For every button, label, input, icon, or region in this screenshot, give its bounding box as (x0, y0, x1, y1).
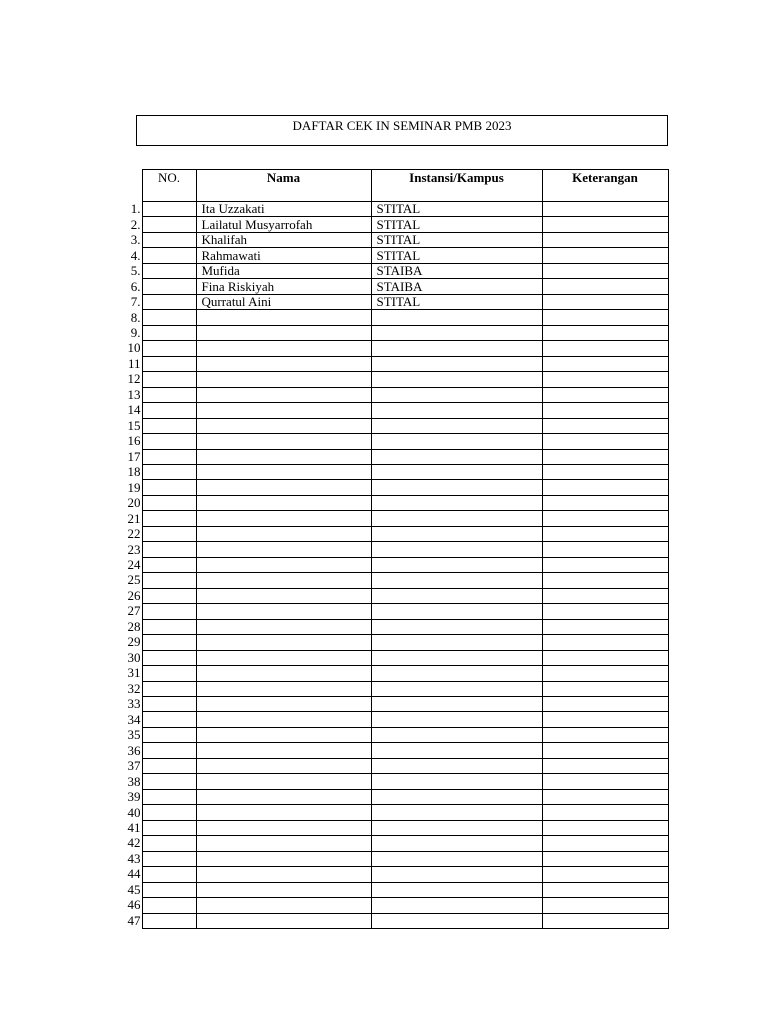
cell-no (142, 697, 196, 712)
cell-nama (196, 403, 371, 418)
row-number: 6. (130, 278, 141, 294)
row-number: 35 (127, 727, 141, 743)
cell-nama (196, 449, 371, 464)
cell-no (142, 232, 196, 247)
cell-nama (196, 882, 371, 897)
cell-keterangan (542, 372, 668, 387)
row-number: 10 (127, 340, 141, 356)
cell-keterangan (542, 511, 668, 526)
row-number-header-spacer (118, 170, 142, 202)
row-number: 9. (130, 325, 141, 340)
cell-instansi (371, 557, 542, 572)
cell-no (142, 820, 196, 835)
row-number: 13 (127, 387, 141, 402)
cell-keterangan (542, 294, 668, 309)
cell-no (142, 294, 196, 309)
table-row (118, 619, 668, 634)
table-row (118, 387, 668, 402)
row-number: 43 (127, 851, 141, 866)
table-row (118, 356, 668, 371)
cell-keterangan (542, 325, 668, 340)
cell-no (142, 511, 196, 526)
cell-instansi (371, 789, 542, 804)
cell-keterangan (542, 387, 668, 402)
cell-instansi (371, 697, 542, 712)
row-number: 37 (127, 758, 141, 774)
row-number: 39 (127, 789, 141, 805)
cell-instansi (371, 774, 542, 789)
table-row (118, 526, 668, 541)
row-number: 45 (127, 882, 141, 897)
cell-no (142, 310, 196, 325)
cell-instansi (371, 898, 542, 913)
table-row (118, 341, 668, 356)
cell-keterangan (542, 805, 668, 820)
row-number: 27 (127, 603, 141, 619)
cell-keterangan (542, 202, 668, 217)
cell-instansi (371, 743, 542, 758)
checkin-table (118, 169, 669, 929)
cell-keterangan (542, 464, 668, 479)
row-number: 36 (127, 742, 141, 758)
cell-keterangan (542, 232, 668, 247)
table-row (118, 650, 668, 665)
cell-keterangan (542, 248, 668, 263)
row-number: 24 (127, 557, 141, 573)
cell-nama (196, 789, 371, 804)
table-row (118, 573, 668, 588)
cell-instansi: STITAL (371, 217, 542, 232)
row-number: 19 (127, 479, 141, 495)
row-number: 20 (127, 495, 141, 511)
cell-keterangan (542, 882, 668, 897)
cell-instansi (371, 341, 542, 356)
table-row (118, 913, 668, 928)
cell-no (142, 248, 196, 263)
cell-keterangan (542, 526, 668, 541)
table-row (118, 372, 668, 387)
row-number: 33 (127, 696, 141, 712)
cell-no (142, 263, 196, 278)
cell-instansi (371, 882, 542, 897)
cell-no (142, 495, 196, 510)
table-row (118, 403, 668, 418)
cell-nama (196, 356, 371, 371)
cell-no (142, 681, 196, 696)
table-row (118, 712, 668, 727)
cell-keterangan (542, 403, 668, 418)
row-number: 28 (127, 619, 141, 634)
cell-keterangan (542, 913, 668, 928)
cell-no (142, 882, 196, 897)
cell-instansi: STITAL (371, 232, 542, 247)
cell-instansi (371, 542, 542, 557)
row-number: 12 (127, 371, 141, 387)
cell-nama (196, 697, 371, 712)
cell-no (142, 403, 196, 418)
cell-nama (196, 526, 371, 541)
cell-nama (196, 418, 371, 433)
cell-nama (196, 573, 371, 588)
cell-nama (196, 836, 371, 851)
cell-instansi (371, 325, 542, 340)
table-row (118, 557, 668, 572)
row-number: 17 (127, 449, 141, 464)
table-row (118, 697, 668, 712)
cell-keterangan (542, 758, 668, 773)
cell-nama: Ita Uzzakati (196, 202, 371, 217)
table-row (118, 294, 668, 309)
table-row (118, 851, 668, 866)
cell-instansi: STITAL (371, 294, 542, 309)
cell-no (142, 356, 196, 371)
cell-instansi (371, 758, 542, 773)
cell-nama (196, 434, 371, 449)
cell-keterangan (542, 604, 668, 619)
row-number: 38 (127, 773, 141, 789)
cell-nama (196, 727, 371, 742)
row-number: 3. (130, 232, 141, 248)
table-header (118, 170, 668, 202)
cell-nama: Fina Riskiyah (196, 279, 371, 294)
cell-instansi (371, 495, 542, 510)
cell-no (142, 573, 196, 588)
table-row (118, 217, 668, 232)
row-number: 34 (127, 711, 141, 727)
cell-keterangan (542, 666, 668, 681)
cell-instansi (371, 635, 542, 650)
row-number: 7. (130, 294, 141, 310)
cell-keterangan (542, 820, 668, 835)
row-number: 22 (127, 526, 141, 542)
cell-keterangan (542, 310, 668, 325)
cell-nama (196, 805, 371, 820)
table-row (118, 867, 668, 882)
row-number: 42 (127, 835, 141, 851)
cell-no (142, 526, 196, 541)
cell-nama (196, 867, 371, 882)
row-number: 5. (130, 263, 141, 279)
row-number: 30 (127, 650, 141, 665)
cell-instansi (371, 712, 542, 727)
cell-instansi (371, 434, 542, 449)
row-number: 21 (127, 510, 141, 526)
cell-nama (196, 743, 371, 758)
cell-instansi (371, 805, 542, 820)
cell-keterangan (542, 727, 668, 742)
table-row (118, 774, 668, 789)
document-title: DAFTAR CEK IN SEMINAR PMB 2023 (136, 115, 668, 146)
row-number: 11 (127, 356, 141, 371)
cell-keterangan (542, 480, 668, 495)
cell-no (142, 867, 196, 882)
table-row (118, 758, 668, 773)
cell-instansi (371, 604, 542, 619)
table-row (118, 820, 668, 835)
cell-keterangan (542, 650, 668, 665)
table-row (118, 480, 668, 495)
row-number: 40 (127, 804, 141, 820)
cell-no (142, 851, 196, 866)
table-row (118, 743, 668, 758)
cell-instansi: STITAL (371, 202, 542, 217)
row-number: 4. (130, 247, 141, 263)
cell-instansi (371, 372, 542, 387)
row-number: 18 (127, 464, 141, 480)
table-row (118, 727, 668, 742)
cell-no (142, 341, 196, 356)
cell-keterangan (542, 898, 668, 913)
table-row (118, 666, 668, 681)
cell-no (142, 635, 196, 650)
cell-nama (196, 372, 371, 387)
cell-nama (196, 650, 371, 665)
cell-no (142, 449, 196, 464)
cell-instansi (371, 588, 542, 603)
cell-nama (196, 495, 371, 510)
cell-keterangan (542, 356, 668, 371)
cell-no (142, 387, 196, 402)
cell-no (142, 805, 196, 820)
cell-keterangan (542, 836, 668, 851)
header-no: NO. (142, 170, 196, 202)
cell-nama (196, 913, 371, 928)
cell-nama: Mufida (196, 263, 371, 278)
row-number: 32 (127, 681, 141, 696)
table-row (118, 325, 668, 340)
cell-nama (196, 619, 371, 634)
cell-keterangan (542, 851, 668, 866)
row-number: 29 (127, 634, 141, 650)
cell-nama (196, 511, 371, 526)
cell-instansi (371, 573, 542, 588)
cell-keterangan (542, 573, 668, 588)
table-row (118, 464, 668, 479)
cell-no (142, 604, 196, 619)
table-row (118, 836, 668, 851)
cell-nama (196, 712, 371, 727)
table-row (118, 635, 668, 650)
cell-keterangan (542, 279, 668, 294)
cell-no (142, 913, 196, 928)
cell-no (142, 542, 196, 557)
cell-nama (196, 604, 371, 619)
cell-instansi (371, 913, 542, 928)
cell-no (142, 480, 196, 495)
cell-nama: Qurratul Aini (196, 294, 371, 309)
cell-no (142, 650, 196, 665)
cell-instansi (371, 681, 542, 696)
table-row (118, 418, 668, 433)
cell-no (142, 743, 196, 758)
cell-instansi (371, 526, 542, 541)
cell-instansi (371, 851, 542, 866)
cell-nama: Khalifah (196, 232, 371, 247)
cell-no (142, 464, 196, 479)
table-row (118, 681, 668, 696)
table-row (118, 511, 668, 526)
cell-instansi (371, 511, 542, 526)
cell-no (142, 898, 196, 913)
cell-keterangan (542, 635, 668, 650)
cell-nama (196, 588, 371, 603)
cell-instansi (371, 449, 542, 464)
cell-keterangan (542, 681, 668, 696)
cell-no (142, 557, 196, 572)
row-number: 15 (127, 418, 141, 433)
header-nama: Nama (196, 170, 371, 202)
row-number: 2. (130, 216, 141, 232)
cell-no (142, 325, 196, 340)
cell-no (142, 712, 196, 727)
cell-nama (196, 387, 371, 402)
cell-keterangan (542, 495, 668, 510)
table-row (118, 434, 668, 449)
cell-no (142, 789, 196, 804)
row-number: 46 (127, 897, 141, 913)
table-row (118, 449, 668, 464)
table-row (118, 898, 668, 913)
cell-nama (196, 681, 371, 696)
cell-no (142, 217, 196, 232)
table-body (118, 202, 668, 929)
header-instansi: Instansi/Kampus (371, 170, 542, 202)
cell-nama (196, 666, 371, 681)
cell-instansi (371, 464, 542, 479)
cell-instansi (371, 820, 542, 835)
row-number: 26 (127, 588, 141, 603)
cell-nama (196, 464, 371, 479)
cell-instansi (371, 387, 542, 402)
cell-keterangan (542, 542, 668, 557)
cell-instansi (371, 356, 542, 371)
cell-nama (196, 480, 371, 495)
cell-keterangan (542, 712, 668, 727)
table-row (118, 232, 668, 247)
cell-instansi: STAIBA (371, 279, 542, 294)
cell-nama (196, 851, 371, 866)
cell-instansi (371, 310, 542, 325)
cell-keterangan (542, 588, 668, 603)
table-row (118, 263, 668, 278)
cell-no (142, 774, 196, 789)
checkin-sheet (118, 169, 669, 929)
cell-nama: Lailatul Musyarrofah (196, 217, 371, 232)
cell-keterangan (542, 418, 668, 433)
table-row (118, 279, 668, 294)
table-row (118, 248, 668, 263)
row-number: 1. (130, 201, 141, 217)
cell-no (142, 434, 196, 449)
row-number: 8. (130, 309, 141, 325)
cell-instansi (371, 666, 542, 681)
cell-nama (196, 310, 371, 325)
cell-instansi (371, 619, 542, 634)
cell-keterangan (542, 774, 668, 789)
row-number: 25 (127, 572, 141, 588)
cell-keterangan (542, 867, 668, 882)
row-number: 14 (127, 402, 141, 418)
table-row (118, 542, 668, 557)
table-row (118, 789, 668, 804)
cell-instansi: STAIBA (371, 263, 542, 278)
table-row (118, 202, 668, 217)
row-number: 23 (127, 541, 141, 557)
cell-no (142, 588, 196, 603)
header-keterangan: Keterangan (542, 170, 668, 202)
cell-keterangan (542, 697, 668, 712)
cell-no (142, 666, 196, 681)
cell-instansi: STITAL (371, 248, 542, 263)
cell-instansi (371, 867, 542, 882)
cell-keterangan (542, 263, 668, 278)
cell-nama (196, 635, 371, 650)
cell-keterangan (542, 434, 668, 449)
cell-nama (196, 341, 371, 356)
table-row (118, 310, 668, 325)
cell-no (142, 279, 196, 294)
cell-instansi (371, 836, 542, 851)
cell-nama: Rahmawati (196, 248, 371, 263)
row-number: 41 (127, 820, 141, 835)
row-number: 31 (127, 665, 141, 681)
cell-no (142, 727, 196, 742)
table-row (118, 588, 668, 603)
cell-no (142, 758, 196, 773)
cell-instansi (371, 403, 542, 418)
cell-nama (196, 557, 371, 572)
cell-instansi (371, 480, 542, 495)
cell-instansi (371, 650, 542, 665)
row-number: 44 (127, 866, 141, 882)
cell-no (142, 202, 196, 217)
cell-instansi (371, 418, 542, 433)
cell-nama (196, 325, 371, 340)
cell-instansi (371, 727, 542, 742)
cell-nama (196, 542, 371, 557)
cell-keterangan (542, 449, 668, 464)
table-row (118, 604, 668, 619)
cell-nama (196, 774, 371, 789)
row-number: 16 (127, 433, 141, 449)
cell-no (142, 619, 196, 634)
row-number: 47 (127, 913, 141, 928)
cell-keterangan (542, 743, 668, 758)
cell-nama (196, 898, 371, 913)
cell-nama (196, 820, 371, 835)
table-row (118, 805, 668, 820)
table-row (118, 882, 668, 897)
cell-keterangan (542, 619, 668, 634)
table-row (118, 495, 668, 510)
cell-keterangan (542, 557, 668, 572)
cell-keterangan (542, 789, 668, 804)
cell-nama (196, 758, 371, 773)
cell-no (142, 372, 196, 387)
cell-no (142, 836, 196, 851)
cell-keterangan (542, 341, 668, 356)
cell-no (142, 418, 196, 433)
cell-keterangan (542, 217, 668, 232)
